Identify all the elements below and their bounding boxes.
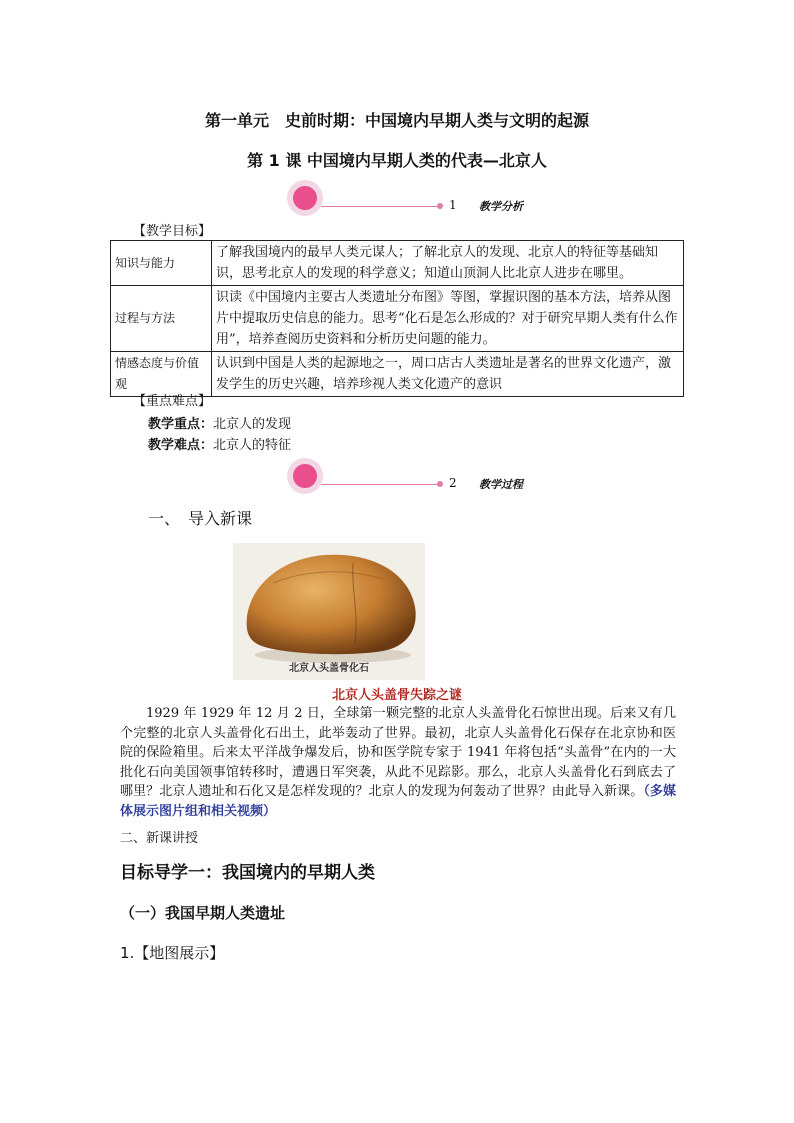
new-lesson-heading: 二、新课讲授	[120, 831, 199, 846]
goal-key: 过程与方法	[111, 286, 212, 352]
skull-fossil-image	[233, 543, 425, 680]
lesson-title: 第 1 课 中国境内早期人类的代表—北京人	[247, 151, 547, 170]
section-label: 教学分析	[479, 200, 523, 213]
key-point-label: 教学重点：	[148, 417, 214, 432]
map-item: 1.【地图展示】	[120, 944, 225, 962]
mystery-title: 北京人头盖骨失踪之谜	[331, 688, 462, 703]
photo-caption: 北京人头盖骨化石	[289, 663, 369, 674]
line-end-dot	[437, 481, 443, 487]
skull-photo	[233, 543, 425, 680]
section-number: 1	[449, 198, 457, 212]
unit-title: 第一单元 史前时期：中国境内早期人类与文明的起源	[204, 111, 589, 130]
difficulty-line	[148, 434, 291, 453]
story-note: （多媒体展示图片组和相关视频）	[120, 784, 676, 819]
key-point-line	[148, 413, 291, 432]
divider-line	[321, 484, 441, 485]
difficulty-value: 北京人的特征	[213, 438, 292, 453]
goal-text: 识读《中国境内主要古人类遗址分布图》等图，掌握识图的基本方法，培养从图片中提取历史信息的能力。思考“化石是怎么形成的？对于研究早期人类有什么作用”，培养查阅历史资料和分析历史问题的能力。	[212, 286, 684, 352]
goals-table	[110, 240, 684, 397]
goal-key: 知识与能力	[111, 241, 212, 286]
pink-circle-icon	[287, 458, 323, 494]
table-row	[111, 241, 684, 286]
story-text: 1929 年 1929 年 12 月 2 日，全球第一颗完整的北京人头盖骨化石惊世出现。后来又有几个完整的北京人头盖骨化石出土，此举轰动了世界。最初，北京人头盖骨化石保存在北京协和医院的保险箱里。后来太平洋战争爆发后，协和医学院专家于 1941 年将包括“头盖骨”在内的一大批化石向美国领事馆转移时，遭遇日军突袭，从此不见踪影。那么，北京人头盖骨化石到底去了哪里？北京人遗址和石化又是怎样发现的？北京人的发现为何轰动了世界？由此导入新课。	[120, 706, 676, 799]
keypoints-heading: 【重点难点】	[133, 394, 212, 409]
divider-line	[321, 206, 441, 207]
difficulty-label: 教学难点：	[148, 438, 214, 453]
section-header-analysis	[287, 180, 557, 216]
table-row	[111, 286, 684, 352]
objective-heading: 目标导学一：我国境内的早期人类	[120, 863, 375, 883]
section-label: 教学过程	[479, 478, 523, 491]
key-point-value: 北京人的发现	[213, 417, 292, 432]
section-number: 2	[449, 476, 457, 490]
goal-text: 了解我国境内的最早人类元谋人；了解北京人的发现、北京人的特征等基础知识，思考北京人的发现的科学意义；知道山顶洞人比北京人进步在哪里。	[212, 241, 684, 286]
story-paragraph	[120, 704, 676, 821]
pink-circle-icon	[287, 180, 323, 216]
goals-heading: 【教学目标】	[133, 224, 212, 239]
sub-heading: （一）我国早期人类遗址	[120, 904, 286, 922]
line-end-dot	[437, 203, 443, 209]
goal-text: 认识到中国是人类的起源地之一，周口店古人类遗址是著名的世界文化遗产，激发学生的历史兴趣，培养珍视人类文化遗产的意识	[212, 352, 684, 397]
intro-heading: 一、 导入新课	[148, 509, 253, 528]
section-header-process	[287, 458, 557, 494]
goal-key: 情感态度与价值观	[111, 352, 212, 397]
